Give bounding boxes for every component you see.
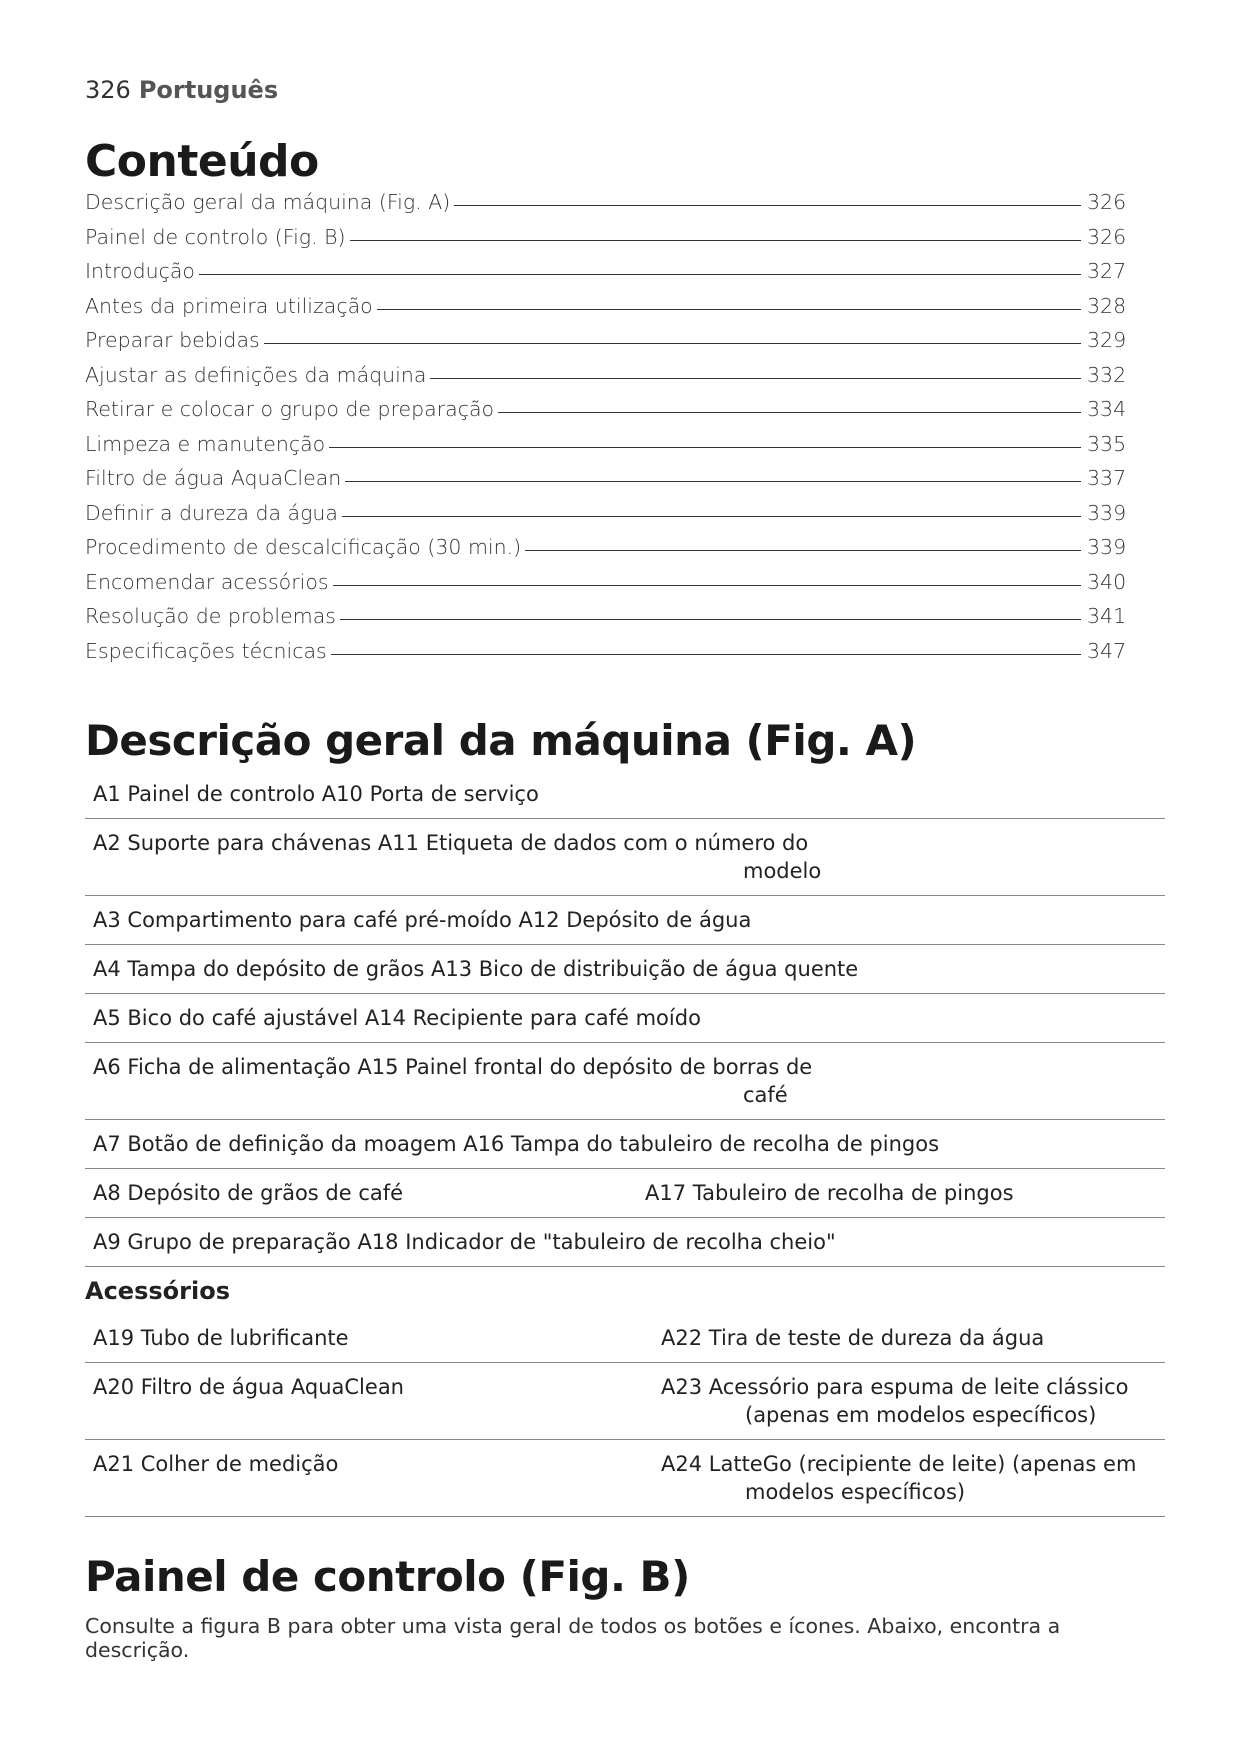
parts-row-text: A1 Painel de controlo A10 Porta de serviço [93, 782, 539, 806]
parts-row [85, 770, 1165, 819]
toc-entry-page: 339 [1087, 500, 1127, 525]
toc-entry-title: Painel de controlo (Fig. B) [85, 224, 346, 249]
parts-row [85, 819, 1165, 896]
parts-row [85, 994, 1165, 1043]
toc-entry[interactable] [85, 570, 1125, 605]
accessory-col2-text: A22 Tira de teste de dureza da água [661, 1326, 1045, 1350]
toc-entry-title: Limpeza e manutenção [85, 431, 326, 456]
toc-leader-line [350, 239, 1081, 241]
parts-row [85, 1043, 1165, 1120]
parts-row-text: A3 Compartimento para café pré-moído A12 Depósito de água [93, 908, 752, 932]
toc-entry-title: Retirar e colocar o grupo de preparação [85, 397, 495, 421]
accessory-col2-continuation: modelos específicos) [745, 1480, 966, 1504]
toc-leader-line [525, 549, 1081, 551]
toc-entry-title: Introdução [85, 259, 195, 283]
toc-entry-title: Procedimento de descalcificação (30 min.) [85, 535, 522, 559]
parts-row [85, 896, 1165, 945]
toc-entry-title: Encomendar acessórios [85, 569, 329, 594]
toc-entry-page: 347 [1087, 638, 1127, 663]
toc-entry[interactable] [85, 190, 1125, 225]
toc-entry-page: 335 [1087, 431, 1127, 456]
toc-entry-page: 339 [1087, 535, 1127, 559]
parts-row [85, 1120, 1165, 1169]
toc-entry[interactable] [85, 432, 1125, 467]
toc-entry-title: Especificações técnicas [85, 638, 327, 663]
toc-leader-line [329, 446, 1081, 448]
parts-row [85, 1169, 1165, 1218]
parts-row [85, 945, 1165, 994]
toc-leader-line [342, 515, 1081, 517]
accessory-col2-text: A23 Acessório para espuma de leite clássico [661, 1375, 1129, 1399]
toc-leader-line [340, 618, 1081, 620]
accessory-col2 [661, 1324, 1157, 1352]
toc-leader-line [331, 653, 1081, 655]
toc-entry[interactable] [85, 259, 1125, 294]
accessory-col1: A19 Tubo de lubrificante [93, 1326, 349, 1350]
toc-entry-page: 327 [1087, 259, 1127, 283]
panel-heading: Painel de controlo (Fig. B) [85, 1552, 690, 1601]
toc-leader-line [377, 308, 1081, 310]
toc-entry-title: Filtro de água AquaClean [85, 466, 342, 490]
toc-leader-line [498, 411, 1081, 413]
toc-entry[interactable] [85, 363, 1125, 398]
overview-heading: Descrição geral da máquina (Fig. A) [85, 716, 917, 765]
parts-row-text: A7 Botão de definição da moagem A16 Tampa do tabuleiro de recolha de pingos [93, 1132, 940, 1156]
accessory-col2 [661, 1450, 1157, 1506]
toc-entry[interactable] [85, 225, 1125, 260]
toc-entry-page: 340 [1087, 569, 1127, 594]
accessories-heading: Acessórios [85, 1277, 230, 1305]
toc-entry[interactable] [85, 535, 1125, 570]
toc-leader-line [333, 584, 1081, 586]
accessory-col2-text: A24 LatteGo (recipiente de leite) (apenas em [661, 1452, 1137, 1476]
parts-row-col2: A17 Tabuleiro de recolha de pingos [645, 1181, 1014, 1205]
parts-row-text: A2 Suporte para chávenas A11 Etiqueta de dados com o número do [93, 831, 809, 855]
toc-entry-page: 329 [1087, 328, 1127, 352]
toc-entry-title: Descrição geral da máquina (Fig. A) [85, 190, 451, 214]
table-of-contents [85, 190, 1125, 673]
toc-entry-title: Antes da primeira utilização [85, 293, 373, 318]
panel-intro-text: Consulte a figura B para obter uma vista geral de todos os botões e ícones. Abaixo, encontra a descrição. [85, 1614, 1061, 1662]
parts-row-continuation: café [743, 1083, 788, 1107]
accessories-row [85, 1314, 1165, 1363]
toc-entry[interactable] [85, 501, 1125, 536]
toc-leader-line [199, 273, 1081, 275]
parts-row-text: A6 Ficha de alimentação A15 Painel frontal do depósito de borras de [93, 1055, 813, 1079]
toc-entry-page: 332 [1087, 362, 1127, 387]
parts-list [85, 770, 1165, 1267]
toc-entry-title: Ajustar as definições da máquina [85, 362, 427, 387]
page-number: 326 [85, 76, 131, 104]
toc-entry-page: 334 [1087, 397, 1127, 421]
parts-row-text: A9 Grupo de preparação A18 Indicador de "tabuleiro de recolha cheio" [93, 1230, 836, 1254]
toc-leader-line [454, 204, 1081, 206]
accessories-list [85, 1314, 1165, 1517]
parts-row [85, 1218, 1165, 1267]
parts-row-text: A4 Tampa do depósito de grãos A13 Bico de distribuição de água quente [93, 957, 859, 981]
toc-entry[interactable] [85, 294, 1125, 329]
accessory-col2 [661, 1373, 1157, 1429]
toc-entry-page: 326 [1087, 224, 1127, 249]
accessory-col2-continuation: (apenas em modelos específicos) [745, 1403, 1097, 1427]
header-language: Português [138, 76, 279, 104]
toc-leader-line [345, 480, 1081, 482]
toc-entry[interactable] [85, 466, 1125, 501]
toc-entry-page: 341 [1087, 604, 1127, 628]
toc-leader-line [264, 342, 1081, 344]
toc-entry-title: Definir a dureza da água [85, 500, 338, 525]
accessories-row [85, 1440, 1165, 1517]
toc-leader-line [430, 377, 1081, 379]
toc-entry-title: Resolução de problemas [85, 604, 336, 628]
toc-entry-page: 328 [1087, 293, 1127, 318]
toc-entry[interactable] [85, 328, 1125, 363]
parts-row-continuation: modelo [743, 859, 822, 883]
toc-entry-page: 326 [1087, 190, 1127, 214]
accessories-row [85, 1363, 1165, 1440]
toc-entry-title: Preparar bebidas [85, 328, 260, 352]
contents-heading: Conteúdo [85, 136, 319, 187]
toc-entry[interactable] [85, 639, 1125, 674]
page-header [85, 76, 278, 104]
parts-row-col1: A8 Depósito de grãos de café [93, 1181, 404, 1205]
toc-entry-page: 337 [1087, 466, 1127, 490]
accessory-col1: A20 Filtro de água AquaClean [93, 1375, 404, 1399]
toc-entry[interactable] [85, 397, 1125, 432]
toc-entry[interactable] [85, 604, 1125, 639]
parts-row-text: A5 Bico do café ajustável A14 Recipiente para café moído [93, 1006, 701, 1030]
accessory-col1: A21 Colher de medição [93, 1452, 339, 1476]
